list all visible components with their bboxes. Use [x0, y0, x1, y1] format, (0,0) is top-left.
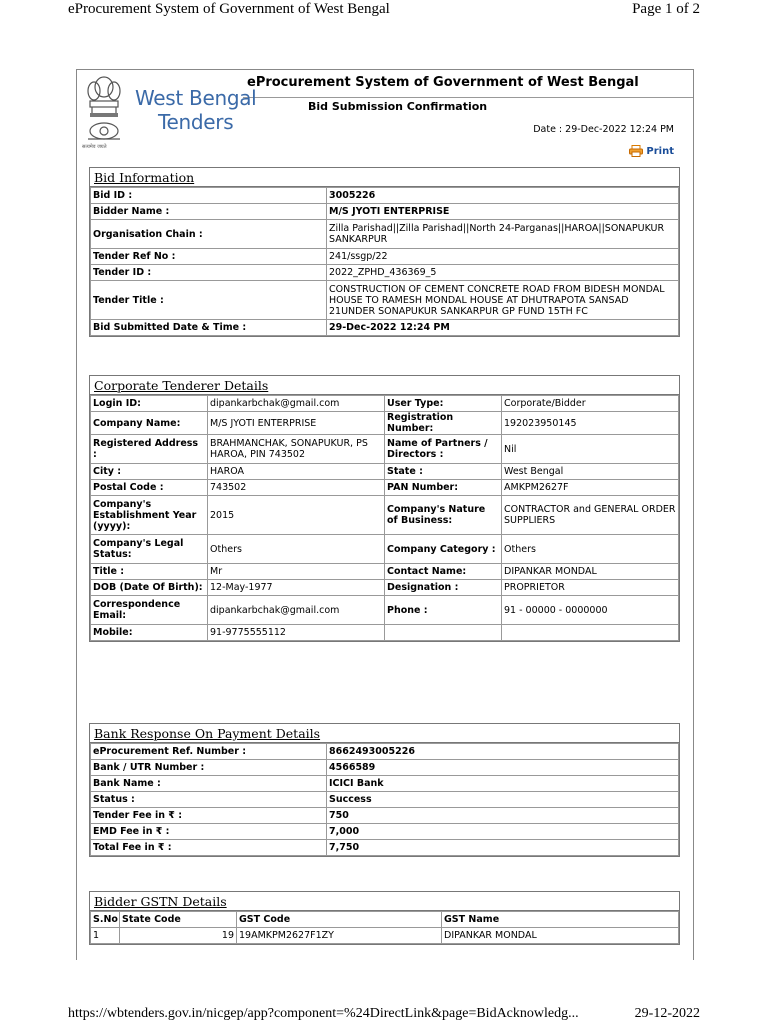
- cell-state-code: 19: [120, 928, 237, 944]
- value-eproc-ref: 8662493005226: [327, 744, 679, 760]
- table-row: [91, 396, 679, 412]
- logo-text-tenders: Tenders: [158, 110, 234, 134]
- label-correspondence-email: Correspondence Email:: [91, 596, 208, 625]
- table-row: [91, 320, 679, 336]
- value-organisation-chain: Zilla Parishad||Zilla Parishad||North 24-Parganas||HAROA||SONAPUKUR SANKARPUR: [327, 220, 679, 249]
- label-eproc-ref: eProcurement Ref. Number :: [91, 744, 327, 760]
- value-postal-code: 743502: [208, 480, 385, 496]
- value-mobile: 91-9775555112: [208, 625, 385, 641]
- label-registration-number: Registration Number:: [385, 412, 502, 435]
- table-row: [91, 792, 679, 808]
- corporate-tenderer-table: [90, 395, 679, 641]
- label-utr-number: Bank / UTR Number :: [91, 760, 327, 776]
- value-status: Success: [327, 792, 679, 808]
- label-status: Status :: [91, 792, 327, 808]
- label-registered-address: Registered Address :: [91, 435, 208, 464]
- table-row: [91, 928, 679, 944]
- value-total-fee: 7,750: [327, 840, 679, 856]
- label-mobile: Mobile:: [91, 625, 208, 641]
- column-header: GST Code: [237, 912, 442, 928]
- section-title: Bid Information: [90, 168, 679, 187]
- section-title: Corporate Tenderer Details: [90, 376, 679, 395]
- value-bank-name: ICICI Bank: [327, 776, 679, 792]
- value-city: HAROA: [208, 464, 385, 480]
- gstn-table: [90, 911, 679, 944]
- value-nature-of-business: CONTRACTOR and GENERAL ORDER SUPPLIERS: [502, 496, 679, 535]
- label-state: State :: [385, 464, 502, 480]
- value-utr-number: 4566589: [327, 760, 679, 776]
- value-state: West Bengal: [502, 464, 679, 480]
- bid-information-table: [90, 187, 679, 336]
- emblem-caption: सत्यमेव जयते: [82, 144, 107, 150]
- label-contact-name: Contact Name:: [385, 564, 502, 580]
- label-nature-of-business: Company's Nature of Business:: [385, 496, 502, 535]
- value-company-name: M/S JYOTI ENTERPRISE: [208, 412, 385, 435]
- value-tender-id: 2022_ZPHD_436369_5: [327, 265, 679, 281]
- label-tender-id: Tender ID :: [91, 265, 327, 281]
- value-bid-submitted: 29-Dec-2022 12:24 PM: [327, 320, 679, 336]
- label-postal-code: Postal Code :: [91, 480, 208, 496]
- empty-cell: [502, 625, 679, 641]
- corporate-tenderer-section: [89, 375, 680, 642]
- table-row: [91, 744, 679, 760]
- printer-icon: [629, 145, 643, 157]
- value-login-id: dipankarbchak@gmail.com: [208, 396, 385, 412]
- confirmation-date: Date : 29-Dec-2022 12:24 PM: [533, 124, 674, 135]
- page-subtitle: Bid Submission Confirmation: [308, 100, 488, 113]
- label-designation: Designation :: [385, 580, 502, 596]
- table-row: [91, 824, 679, 840]
- empty-cell: [385, 625, 502, 641]
- label-user-type: User Type:: [385, 396, 502, 412]
- value-company-category: Others: [502, 535, 679, 564]
- table-row: [91, 480, 679, 496]
- value-tender-fee: 750: [327, 808, 679, 824]
- state-emblem-icon: [82, 73, 126, 149]
- value-tender-ref: 241/ssgp/22: [327, 249, 679, 265]
- label-tender-ref: Tender Ref No :: [91, 249, 327, 265]
- table-row: [91, 496, 679, 535]
- column-header: GST Name: [442, 912, 679, 928]
- label-partners: Name of Partners / Directors :: [385, 435, 502, 464]
- page-footer-url: https://wbtenders.gov.in/nicgep/app?component=%24DirectLink&page=BidAcknowledg...: [68, 1006, 579, 1021]
- table-row: [91, 464, 679, 480]
- label-dob: DOB (Date Of Birth):: [91, 580, 208, 596]
- label-phone: Phone :: [385, 596, 502, 625]
- section-title: Bank Response On Payment Details: [90, 724, 679, 743]
- value-partners: Nil: [502, 435, 679, 464]
- print-button[interactable]: [629, 145, 674, 157]
- value-user-type: Corporate/Bidder: [502, 396, 679, 412]
- label-tender-fee: Tender Fee in ₹ :: [91, 808, 327, 824]
- table-row: [91, 808, 679, 824]
- value-registration-number: 192023950145: [502, 412, 679, 435]
- label-organisation-chain: Organisation Chain :: [91, 220, 327, 249]
- value-bidder-name: M/S JYOTI ENTERPRISE: [327, 204, 679, 220]
- cell-sno: 1: [91, 928, 120, 944]
- table-row: [91, 776, 679, 792]
- section-title: Bidder GSTN Details: [90, 892, 679, 911]
- label-bank-name: Bank Name :: [91, 776, 327, 792]
- table-row: [91, 760, 679, 776]
- table-header-row: [91, 912, 679, 928]
- column-header: State Code: [120, 912, 237, 928]
- label-emd-fee: EMD Fee in ₹ :: [91, 824, 327, 840]
- value-correspondence-email: dipankarbchak@gmail.com: [208, 596, 385, 625]
- label-title: Title :: [91, 564, 208, 580]
- cell-gst-code: 19AMKPM2627F1ZY: [237, 928, 442, 944]
- value-pan-number: AMKPM2627F: [502, 480, 679, 496]
- value-tender-title: CONSTRUCTION OF CEMENT CONCRETE ROAD FROM BIDESH MONDAL HOUSE TO RAMESH MONDAL HOUSE AT DHUTRAPOTA SANSAD 21UNDER SONAPUKUR SANKARPUR GP FUND 15TH FC: [327, 281, 679, 320]
- page-footer-date: 29-12-2022: [634, 1006, 700, 1021]
- table-row: [91, 435, 679, 464]
- label-total-fee: Total Fee in ₹ :: [91, 840, 327, 856]
- bank-response-table: [90, 743, 679, 856]
- bank-response-section: [89, 723, 680, 857]
- cell-gst-name: DIPANKAR MONDAL: [442, 928, 679, 944]
- value-phone: 91 - 00000 - 0000000: [502, 596, 679, 625]
- logo-text-west-bengal: West Bengal: [135, 86, 257, 110]
- label-company-category: Company Category :: [385, 535, 502, 564]
- table-row: [91, 840, 679, 856]
- table-row: [91, 412, 679, 435]
- value-contact-name: DIPANKAR MONDAL: [502, 564, 679, 580]
- column-header: S.No: [91, 912, 120, 928]
- gstn-section: [89, 891, 680, 945]
- table-row: [91, 535, 679, 564]
- value-legal-status: Others: [208, 535, 385, 564]
- label-establishment-year: Company's Establishment Year (yyyy):: [91, 496, 208, 535]
- label-bidder-name: Bidder Name :: [91, 204, 327, 220]
- page-header-title: eProcurement System of Government of West Bengal: [68, 1, 390, 17]
- value-dob: 12-May-1977: [208, 580, 385, 596]
- label-bid-submitted: Bid Submitted Date & Time :: [91, 320, 327, 336]
- value-designation: PROPRIETOR: [502, 580, 679, 596]
- value-establishment-year: 2015: [208, 496, 385, 535]
- table-row: [91, 265, 679, 281]
- table-row: [91, 220, 679, 249]
- table-row: [91, 204, 679, 220]
- table-row: [91, 188, 679, 204]
- table-row: [91, 580, 679, 596]
- bid-information-section: [89, 167, 680, 337]
- page-title: eProcurement System of Government of West Bengal: [247, 75, 639, 90]
- print-label: Print: [646, 145, 674, 157]
- table-row: [91, 625, 679, 641]
- value-title: Mr: [208, 564, 385, 580]
- value-registered-address: BRAHMANCHAK, SONAPUKUR, PS HAROA, PIN 743502: [208, 435, 385, 464]
- label-city: City :: [91, 464, 208, 480]
- table-row: [91, 281, 679, 320]
- label-bid-id: Bid ID :: [91, 188, 327, 204]
- table-row: [91, 596, 679, 625]
- table-row: [91, 564, 679, 580]
- page-number: Page 1 of 2: [632, 1, 700, 17]
- label-pan-number: PAN Number:: [385, 480, 502, 496]
- label-login-id: Login ID:: [91, 396, 208, 412]
- table-row: [91, 249, 679, 265]
- label-legal-status: Company's Legal Status:: [91, 535, 208, 564]
- value-emd-fee: 7,000: [327, 824, 679, 840]
- label-tender-title: Tender Title :: [91, 281, 327, 320]
- label-company-name: Company Name:: [91, 412, 208, 435]
- value-bid-id: 3005226: [327, 188, 679, 204]
